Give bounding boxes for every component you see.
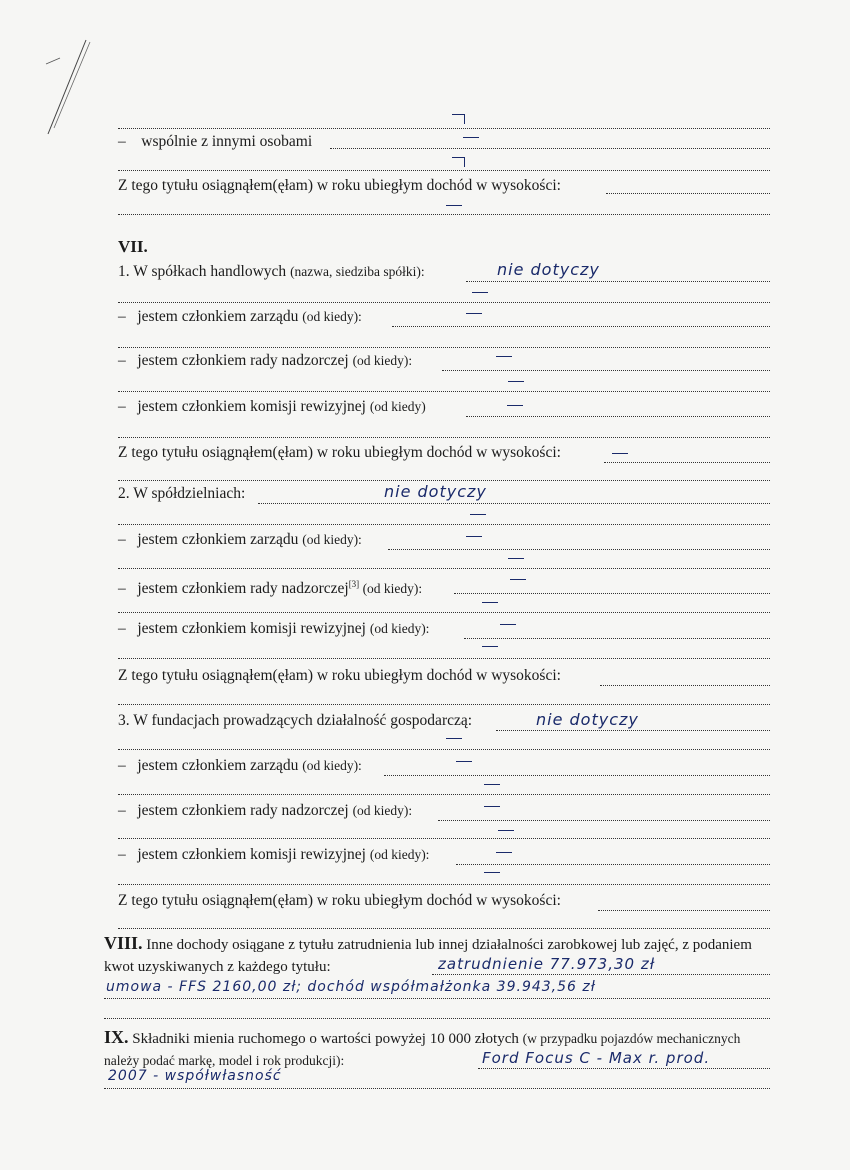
dash-mark [500, 624, 516, 625]
dash-mark [498, 830, 514, 831]
companies-board-row: – jestem członkiem zarządu (od kiedy): [118, 308, 770, 326]
dash-mark [508, 558, 524, 559]
dotted-fill-line [598, 910, 770, 911]
dotted-fill-line [104, 1088, 770, 1089]
companies-handwritten: nie dotyczy [497, 260, 600, 279]
dotted-fill-line [604, 462, 770, 463]
vi-income-label: Z tego tytułu osiągnąłem(ęłam) w roku ubiegłym dochód w wysokości: [118, 177, 564, 194]
section-ix-heading: IX. [104, 1027, 129, 1047]
dotted-fill-line [118, 391, 770, 392]
dotted-fill-line [454, 593, 770, 594]
coop-audit-row: – jestem członkiem komisji rewizyjnej (od kiedy): [118, 620, 770, 638]
coop-board-row: – jestem członkiem zarządu (od kiedy): [118, 531, 770, 549]
dotted-fill-line [118, 612, 770, 613]
foundations-handwritten: nie dotyczy [536, 710, 639, 729]
dash-mark [484, 872, 500, 873]
dotted-fill-line [104, 998, 770, 999]
section-ix-text: Składniki mienia ruchomego o wartości powyżej 10 000 złotych [128, 1031, 523, 1047]
dotted-fill-line [118, 170, 770, 171]
dotted-fill-line [118, 214, 770, 215]
dotted-fill-line [392, 326, 770, 327]
dotted-fill-line [118, 524, 770, 525]
dotted-fill-line [118, 928, 770, 929]
dotted-fill-line [478, 1068, 770, 1069]
companies-row: 1. W spółkach handlowych (nazwa, siedziba spółki): [118, 263, 770, 281]
dash-mark [484, 806, 500, 807]
dash-mark [472, 292, 488, 293]
dash-mark [510, 579, 526, 580]
dash-mark [484, 784, 500, 785]
dash-mark [496, 852, 512, 853]
companies-income-row: Z tego tytułu osiągnąłem(ęłam) w roku ubiegłym dochód w wysokości: [118, 444, 770, 462]
dotted-fill-line [104, 1018, 770, 1019]
dotted-fill-line [118, 480, 770, 481]
dotted-fill-line [438, 820, 770, 821]
dash-mark [496, 356, 512, 357]
dash-mark [446, 205, 462, 206]
cooperatives-handwritten: nie dotyczy [384, 482, 487, 501]
dash-mark [470, 514, 486, 515]
dash-mark [446, 738, 462, 739]
viii-handwritten-2: umowa - FFS 2160,00 zł; dochód współmałżonka 39.943,56 zł [106, 979, 596, 995]
dash-mark [456, 761, 472, 762]
dotted-fill-line [118, 437, 770, 438]
dotted-fill-line [118, 658, 770, 659]
dash-mark [507, 405, 523, 406]
ix-handwritten-1: Ford Focus C - Max r. prod. [482, 1049, 711, 1067]
viii-handwritten-1: zatrudnienie 77.973,30 zł [438, 955, 656, 973]
dash-mark [482, 602, 498, 603]
dotted-fill-line [118, 568, 770, 569]
dotted-fill-line [456, 864, 770, 865]
dotted-fill-line [496, 730, 770, 731]
ix-handwritten-2: 2007 - współwłasność [108, 1068, 282, 1084]
found-board-row: – jestem członkiem zarządu (od kiedy): [118, 757, 770, 775]
dotted-fill-line [600, 685, 770, 686]
dash-mark [452, 157, 465, 167]
found-audit-row: – jestem członkiem komisji rewizyjnej (od kiedy): [118, 846, 770, 864]
dash-mark [466, 536, 482, 537]
dotted-fill-line [118, 347, 770, 348]
dotted-fill-line [258, 503, 770, 504]
dotted-fill-line [118, 884, 770, 885]
section-viii-text: Inne dochody osiągane z tytułu zatrudnienia lub innej działalności zarobkowej lub zajęć, z podaniem kwot uzyskiwanych z każdego tytułu: [104, 937, 752, 975]
dash-mark [612, 453, 628, 454]
dotted-fill-line [118, 794, 770, 795]
dotted-fill-line [330, 148, 770, 149]
dotted-fill-line [388, 549, 770, 550]
section-viii-heading: VIII. [104, 933, 143, 953]
companies-supervisory-row: – jestem członkiem rady nadzorczej (od kiedy): [118, 352, 770, 370]
dash-mark [482, 646, 498, 647]
dotted-fill-line [384, 775, 770, 776]
coop-supervisory-row: – jestem członkiem rady nadzorczej[3] (od kiedy): [118, 575, 770, 598]
companies-audit-row: – jestem członkiem komisji rewizyjnej (od kiedy) [118, 398, 770, 416]
dotted-fill-line [466, 281, 770, 282]
dotted-fill-line [118, 749, 770, 750]
dash-mark [466, 313, 482, 314]
dotted-fill-line [118, 838, 770, 839]
pen-scratch-mark [38, 38, 98, 138]
dotted-fill-line [118, 302, 770, 303]
dotted-fill-line [606, 193, 770, 194]
dotted-fill-line [466, 416, 770, 417]
section-vii-heading: VII. [118, 237, 148, 256]
dash-mark [463, 137, 479, 138]
foundations-row: 3. W fundacjach prowadzących działalność gospodarczą: [118, 712, 770, 730]
found-income-row: Z tego tytułu osiągnąłem(ęłam) w roku ubiegłym dochód w wysokości: [118, 892, 770, 910]
dotted-fill-line [118, 704, 770, 705]
dotted-fill-line [442, 370, 770, 371]
coop-income-row: Z tego tytułu osiągnąłem(ęłam) w roku ubiegłym dochód w wysokości: [118, 667, 770, 685]
dotted-fill-line [464, 638, 770, 639]
dash-mark [452, 114, 465, 124]
jointly-row: – wspólnie z innymi osobami [118, 133, 770, 151]
found-supervisory-row: – jestem członkiem rady nadzorczej (od kiedy): [118, 802, 770, 820]
section-ix-text-small: (w przypadku pojazdów mechanicznych należy podać markę, model i rok produkcji): [104, 1031, 741, 1068]
cooperatives-row: 2. W spółdzielniach: [118, 485, 770, 503]
dash-mark [508, 381, 524, 382]
dotted-fill-line [432, 974, 770, 975]
dotted-fill-line [118, 128, 770, 129]
jointly-label: wspólnie z innymi osobami [141, 133, 313, 150]
